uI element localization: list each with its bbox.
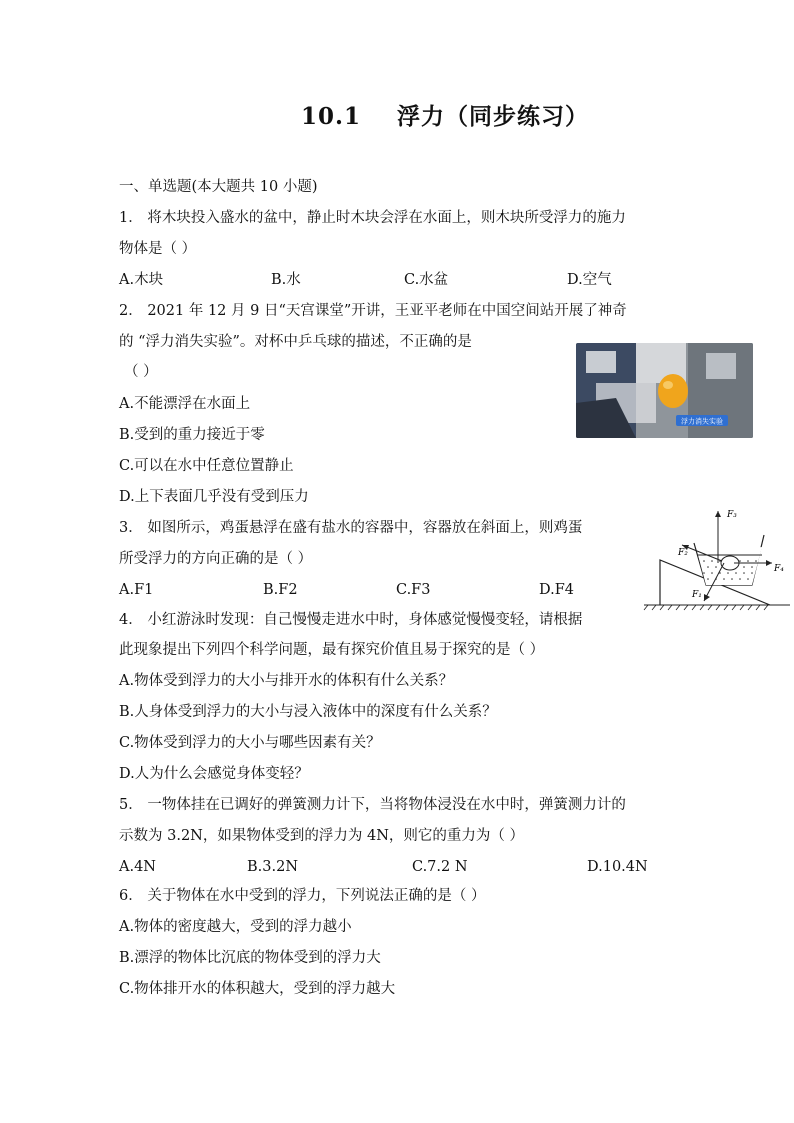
incline-container-diagram: [642, 505, 792, 613]
space-station-photo: [576, 343, 753, 438]
title-text: 浮力（同步练习）: [397, 103, 590, 130]
force-diagram: [642, 505, 792, 613]
question-4-option-b: B.人身体受到浮力的大小与浸入液体中的深度有什么关系？: [119, 704, 497, 720]
title-number: 10.1: [300, 103, 362, 130]
question-3-text: 3． 如图所示，鸡蛋悬浮在盛有盐水的容器中，容器放在斜面上，则鸡蛋: [119, 520, 583, 536]
label-f1: F₁: [692, 590, 702, 600]
option-d: D.10.4N: [587, 859, 648, 875]
question-2-option-a: A.不能漂浮在水面上: [119, 396, 251, 412]
question-6-option-c: C.物体排开水的体积越大，受到的浮力越大: [119, 981, 396, 997]
option-c: C.7.2 N: [412, 859, 468, 875]
question-1-text: 1． 将木块投入盛水的盆中，静止时木块会浮在水面上，则木块所受浮力的施力: [119, 210, 626, 226]
question-2-text: 2． 2021 年 12 月 9 日“天宫课堂”开讲，王亚平老师在中国空间站开展了神奇: [119, 303, 627, 319]
label-f4: F₄: [774, 564, 784, 574]
question-6-text: 6． 关于物体在水中受到的浮力，下列说法正确的是（ ）: [119, 888, 486, 904]
label-f2: F₂: [678, 548, 688, 558]
option-a: A.木块: [119, 272, 164, 288]
question-1-text-cont: 物体是（ ）: [119, 241, 197, 257]
question-6-option-b: B.漂浮的物体比沉底的物体受到的浮力大: [119, 950, 381, 966]
question-5-text-cont: 示数为 3.2N，如果物体受到的浮力为 4N，则它的重力为（ ）: [119, 828, 524, 844]
question-4-option-d: D.人为什么会感觉身体变轻？: [119, 766, 309, 782]
option-b: B.F2: [263, 582, 298, 598]
option-c: C.F3: [396, 582, 431, 598]
question-2-text-cont: 的 “浮力消失实验”。对杯中乒乓球的描述，不正确的是: [119, 334, 472, 350]
question-4-option-a: A.物体受到浮力的大小与排开水的体积有什么关系？: [119, 673, 454, 689]
option-d: D.F4: [539, 582, 575, 598]
question-4-text: 4． 小红游泳时发现：自己慢慢走进水中时，身体感觉慢慢变轻，请根据: [119, 612, 583, 628]
question-6-option-a: A.物体的密度越大，受到的浮力越小: [119, 919, 352, 935]
question-4-text-cont: 此现象提出下列四个科学问题，最有探究价值且易于探究的是（ ）: [119, 642, 545, 658]
question-4-option-c: C.物体受到浮力的大小与哪些因素有关？: [119, 735, 381, 751]
option-b: B.3.2N: [247, 859, 299, 875]
photo-caption: 浮力消失实验: [681, 417, 723, 426]
question-5-text: 5． 一物体挂在已调好的弹簧测力计下，当将物体浸没在水中时，弹簧测力计的: [119, 797, 626, 813]
page-title: [0, 98, 794, 131]
question-2-option-b: B.受到的重力接近于零: [119, 427, 265, 443]
option-c: C.水盆: [404, 272, 449, 288]
question-2-answer-blank: （ ）: [124, 364, 158, 380]
option-a: A.4N: [119, 859, 156, 875]
photo-scene: [576, 343, 753, 438]
option-a: A.F1: [119, 582, 154, 598]
question-3-text-cont: 所受浮力的方向正确的是（ ）: [119, 551, 313, 567]
question-2-option-d: D.上下表面几乎没有受到压力: [119, 489, 309, 505]
option-d: D.空气: [567, 272, 612, 288]
section-heading: 一、单选题(本大题共 10 小题): [119, 179, 318, 195]
option-b: B.水: [271, 272, 301, 288]
question-2-option-c: C.可以在水中任意位置静止: [119, 458, 294, 474]
label-f3: F₃: [727, 510, 737, 520]
